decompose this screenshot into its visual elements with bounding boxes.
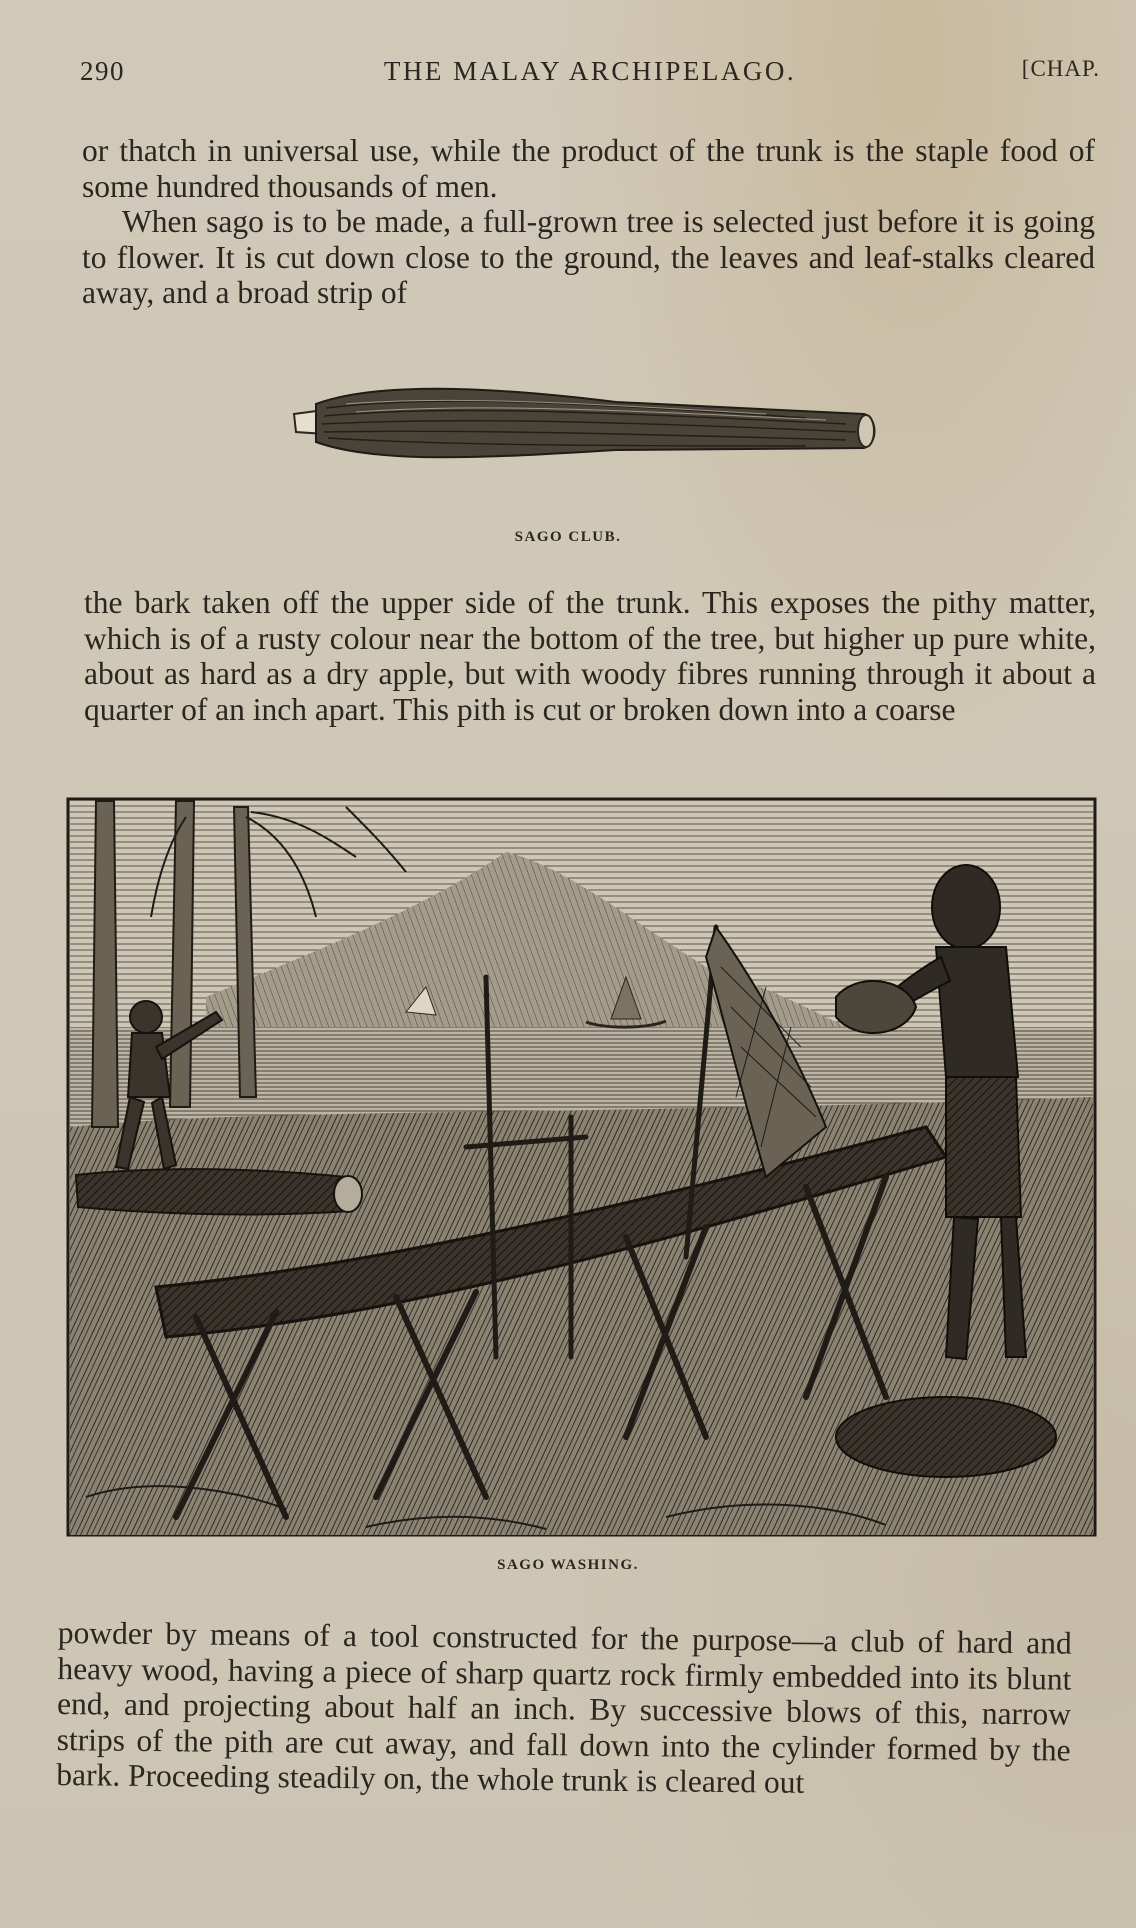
paragraph: the bark taken off the upper side of the trunk. This exposes the pithy matter, which is of a rusty colour near the bottom of the tree, but higher up pure white, about as hard as a dry apple, but with woody fibres running through it about a quarter of an inch apart. This pith is cut or broken down into a coarse bbox=[84, 585, 1096, 727]
chapter-label: [CHAP. bbox=[1021, 56, 1100, 81]
figure-caption: SAGO WASHING. bbox=[497, 1557, 639, 1573]
book-title: THE MALAY ARCHIPELAGO. bbox=[383, 56, 797, 86]
text-block-middle bbox=[84, 585, 1096, 727]
paragraph: or thatch in universal use, while the product of the trunk is the staple food of some hundred thousands of men. bbox=[82, 133, 1095, 204]
paragraph: powder by means of a tool constructed for the purpose—a club of hard and heavy wood, having a piece of sharp quartz rock firmly embedded into its blunt end, and projecting about half an inch. By successive blows of this, narrow strips of the pith are cut away, and fall down into the cylinder formed by the bark. Proceeding steadily on, the whole trunk is cleared out bbox=[56, 1615, 1072, 1800]
running-head bbox=[80, 56, 1100, 96]
figure-caption: SAGO CLUB. bbox=[514, 529, 622, 545]
sago-washing-illustration bbox=[66, 797, 1097, 1537]
text-block-top bbox=[82, 133, 1095, 311]
page-number: 290 bbox=[80, 56, 125, 86]
sago-club-illustration bbox=[286, 374, 881, 464]
text-block-bottom bbox=[56, 1615, 1072, 1803]
paragraph: When sago is to be made, a full-grown tree is selected just before it is going to flower. It is cut down close to the ground, the leaves and leaf-stalks cleared away, and a broad strip of bbox=[82, 204, 1095, 310]
